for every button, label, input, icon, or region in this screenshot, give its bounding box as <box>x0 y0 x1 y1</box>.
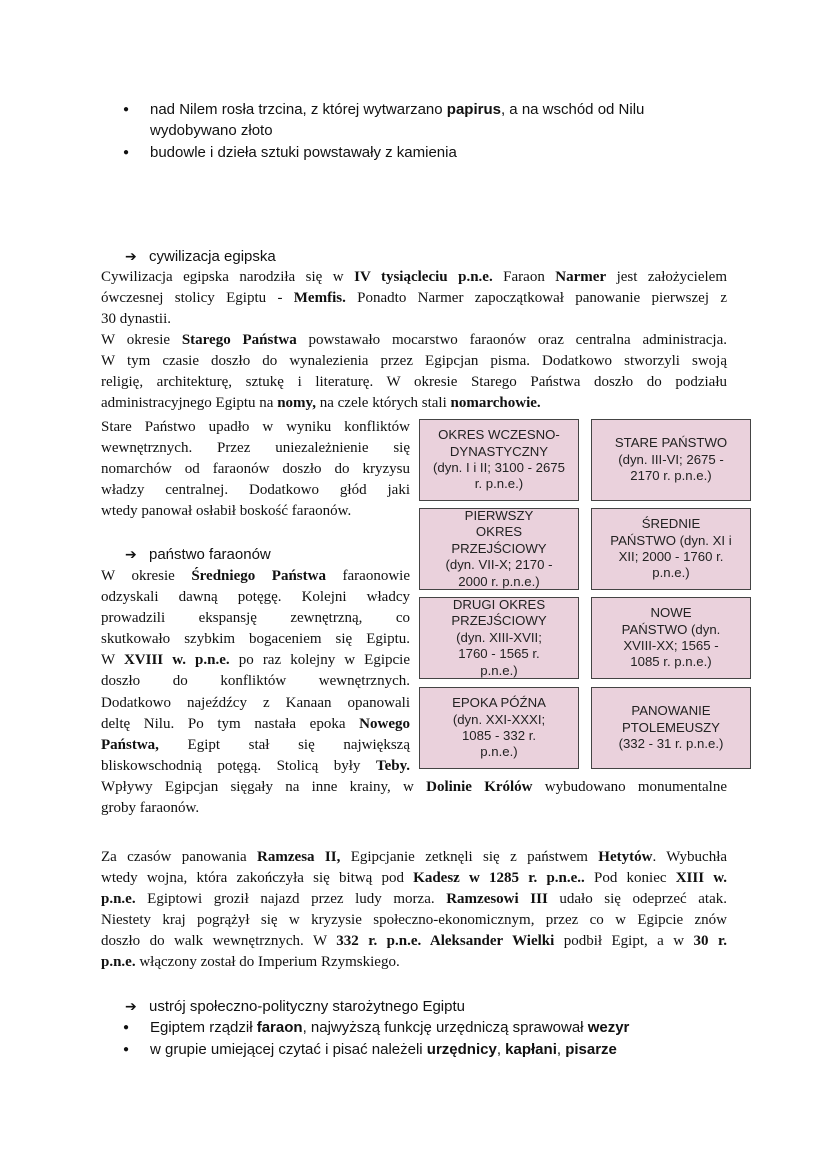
bold-term: Nowego <box>359 715 410 732</box>
bold-term: nomy, <box>277 395 316 412</box>
text: administracyjnego Egiptu na <box>101 395 278 412</box>
text: . Wybuchła <box>652 849 728 865</box>
bold-term: wezyr <box>587 1019 630 1036</box>
bold-term: faraon <box>256 1019 303 1036</box>
text: wybudowano monumentalne <box>532 779 727 795</box>
text: Pod koniec <box>584 870 676 887</box>
bold-term: urzędnicy <box>426 1041 497 1058</box>
bold-term: Kadesz w 1285 r. p.n.e.. <box>413 870 585 887</box>
timeline-box <box>419 597 579 679</box>
box-line: DYNASTYCZNY <box>449 443 549 459</box>
bold-term: pisarze <box>565 1041 617 1058</box>
box-line: OKRES <box>475 524 523 540</box>
text: skutkowało szybkim bogaceniem się Egiptu. <box>101 631 410 648</box>
text: po raz kolejny w Egipcie <box>229 652 410 669</box>
text: odzyskali dawną potęgę. Kolejni władcy <box>101 589 410 606</box>
heading-text: ustrój społeczno-polityczny starożytnego Egiptu <box>149 998 465 1015</box>
bold-term: Memfis. <box>293 290 346 307</box>
section-heading <box>125 996 465 1018</box>
paragraph <box>101 777 727 819</box>
text: na czele których stali <box>315 395 451 412</box>
heading-text: państwo faraonów <box>149 546 271 563</box>
box-line: PANOWANIE <box>631 703 711 719</box>
text: , <box>496 1041 506 1058</box>
text: , najwyższą funkcję urzędniczą sprawował <box>302 1019 588 1036</box>
text: Egiptowi groził najazd przez ludy morza. <box>135 891 447 908</box>
box-line: OKRES WCZESNO- <box>438 427 560 443</box>
bold-term: Teby. <box>375 757 410 774</box>
box-line: 1085 r. p.n.e.) <box>630 654 712 670</box>
box-line: PAŃSTWO (dyn. XI i <box>610 532 732 548</box>
box-line: p.n.e.) <box>480 662 518 678</box>
bold-term: Państwa, <box>101 736 159 753</box>
text: Egiptem rządził <box>150 1019 257 1036</box>
box-line: PTOLEMEUSZY <box>622 719 720 735</box>
text: bliskowschodnią potęgą. Stolicą były <box>101 757 376 774</box>
heading-text: cywilizacja egipska <box>149 248 276 265</box>
text: W <box>101 652 124 669</box>
bold-term: Ramzesa II, <box>257 849 341 865</box>
paragraph <box>101 566 410 777</box>
box-line: XVIII-XX; 1565 - <box>623 638 719 653</box>
box-line: 2170 r. p.n.e.) <box>630 468 712 484</box>
timeline-box <box>591 597 751 679</box>
paragraph <box>101 847 727 974</box>
arrow-icon: ➔ <box>125 547 137 563</box>
bold-term: 332 r. p.n.e. Aleksander Wielki <box>336 933 555 950</box>
text: Dodatkowo najeźdźcy z Kanaan opanowali <box>101 694 410 711</box>
timeline-box <box>591 419 751 501</box>
bold-term: Średniego Państwa <box>191 568 326 584</box>
bold-term: nomarchowie. <box>450 395 541 412</box>
box-line: p.n.e.) <box>652 565 690 581</box>
timeline-box <box>591 687 751 769</box>
bold-term: papirus <box>446 101 501 118</box>
timeline-box <box>591 508 751 590</box>
text: władzy centralnej. Dodatkowo głód jaki <box>101 482 410 499</box>
text: włączony został do Imperium Rzymskiego. <box>135 954 400 971</box>
box-line: DRUGI OKRES <box>452 596 546 612</box>
bullet-icon: ● <box>123 147 130 158</box>
text: nad Nilem rosła trzcina, z której wytwarzano <box>150 101 447 118</box>
text: prowadzili ekspansję zewnętrzną, co <box>101 610 410 627</box>
text: deltę Nilu. Po tym nastała epoka <box>101 715 360 732</box>
box-line: (dyn. VII-X; 2170 - <box>445 557 553 573</box>
text: powstawało mocarstwo faraonów oraz centralna administracja. <box>296 332 727 348</box>
box-line: EPOKA PÓŹNA <box>452 695 546 711</box>
box-line: PRZEJŚCIOWY <box>451 613 547 629</box>
arrow-icon: ➔ <box>125 999 137 1015</box>
timeline-box <box>419 419 579 501</box>
text: W okresie <box>101 332 182 348</box>
bullet-icon: ● <box>123 1044 130 1055</box>
text: W tym czasie doszło do wynalezienia przez Egipcjan pisma. Dodatkowo stworzyli swoją <box>101 353 727 370</box>
bold-term: Ramzesowi III <box>446 891 548 908</box>
box-line: XII; 2000 - 1760 r. <box>618 549 724 564</box>
box-line: PIERWSZY <box>464 507 534 523</box>
bold-term: Hetytów <box>598 849 653 865</box>
text: wtedy wojna, która zakończyła się bitwą pod <box>101 870 414 887</box>
text: Ponadto Narmer zapoczątkował panowanie pierwszej z <box>345 290 727 307</box>
paragraph <box>101 417 410 522</box>
bullet-icon: ● <box>123 1022 130 1033</box>
bold-term: p.n.e. <box>101 891 136 908</box>
text: Stare Państwo upadło w wyniku konfliktów <box>101 419 410 435</box>
text: podbił Egipt, a w <box>554 933 694 950</box>
text: Cywilizacja egipska narodziła się w <box>101 269 355 285</box>
arrow-icon: ➔ <box>125 249 137 265</box>
box-line: ŚREDNIE <box>641 516 701 532</box>
text: udało się odeprzeć atak. <box>547 891 727 908</box>
section-heading <box>125 544 271 566</box>
box-line: 2000 r. p.n.e.) <box>458 573 540 589</box>
text: Za czasów panowania <box>101 849 258 865</box>
bold-term: p.n.e. <box>101 954 136 971</box>
box-line: STARE PAŃSTWO <box>614 435 728 451</box>
text: Egipt stał się największą <box>158 736 410 753</box>
section-heading <box>125 246 276 268</box>
box-line: 1760 - 1565 r. <box>458 646 540 662</box>
bold-term: kapłani <box>505 1041 557 1058</box>
bold-term: Dolinie Królów <box>426 779 533 795</box>
text: religię, architekturę, sztukę i literaturę. W okresie Starego Państwa doszło do podziału <box>101 374 727 391</box>
box-line: (332 - 31 r. p.n.e.) <box>618 736 724 752</box>
box-line: (dyn. I i II; 3100 - 2675 <box>433 460 565 475</box>
box-line: p.n.e.) <box>480 744 518 760</box>
text: faraonowie <box>325 568 410 584</box>
text: Wpływy Egipcjan sięgały na inne krainy, w <box>101 779 427 795</box>
text: wewnętrznych. Przez uniezależnienie się <box>101 440 410 457</box>
bullet-icon: ● <box>123 104 130 115</box>
bold-term: Narmer <box>555 269 607 285</box>
bold-term: XVIII w. p.n.e. <box>123 652 230 669</box>
timeline-box <box>419 508 579 590</box>
box-line: (dyn. XXI-XXXI; <box>452 711 546 727</box>
bold-term: 30 r. <box>693 933 727 950</box>
bold-term: XIII w. <box>675 870 728 887</box>
text: Niestety kraj pogrążył się w kryzysie społeczno-ekonomicznym, przez co w Egipcie znów <box>101 912 727 929</box>
bold-term: Starego Państwa <box>181 332 297 348</box>
text: groby faraonów. <box>101 800 200 817</box>
text: ówczesnej stolicy Egiptu - <box>101 290 294 307</box>
bold-term: IV tysiącleciu p.n.e. <box>354 269 493 285</box>
box-line: PAŃSTWO (dyn. <box>621 621 721 637</box>
text: doszło do konfliktów wewnętrznych. <box>101 673 410 690</box>
text: wydobywano złoto <box>150 122 273 139</box>
box-line: (dyn. III-VI; 2675 - <box>618 451 724 467</box>
paragraph <box>101 267 727 330</box>
text: , <box>556 1041 566 1058</box>
text: Faraon <box>492 269 556 285</box>
text: budowle i dzieła sztuki powstawały z kamienia <box>150 144 457 161</box>
box-line: (dyn. XIII-XVII; <box>456 629 542 645</box>
text: wtedy panował osłabił boskość faraonów. <box>101 503 352 520</box>
box-line: 1085 - 332 r. <box>461 728 537 743</box>
text: nomarchów od faraonów doszło do kryzysu <box>101 461 410 478</box>
box-line: PRZEJŚCIOWY <box>451 540 547 556</box>
text: W okresie <box>101 568 192 584</box>
text: Egipcjanie zetknęli się z państwem <box>340 849 599 865</box>
box-line: NOWE <box>650 605 692 621</box>
text: 30 dynastii. <box>101 311 171 328</box>
text: doszło do walk wewnętrznych. W <box>101 933 337 950</box>
text: w grupie umiejącej czytać i pisać należeli <box>150 1041 427 1058</box>
timeline-box <box>419 687 579 769</box>
paragraph <box>101 330 727 414</box>
text: , a na wschód od Nilu <box>500 101 645 118</box>
box-line: r. p.n.e.) <box>474 476 524 492</box>
text: jest założycielem <box>606 269 727 285</box>
